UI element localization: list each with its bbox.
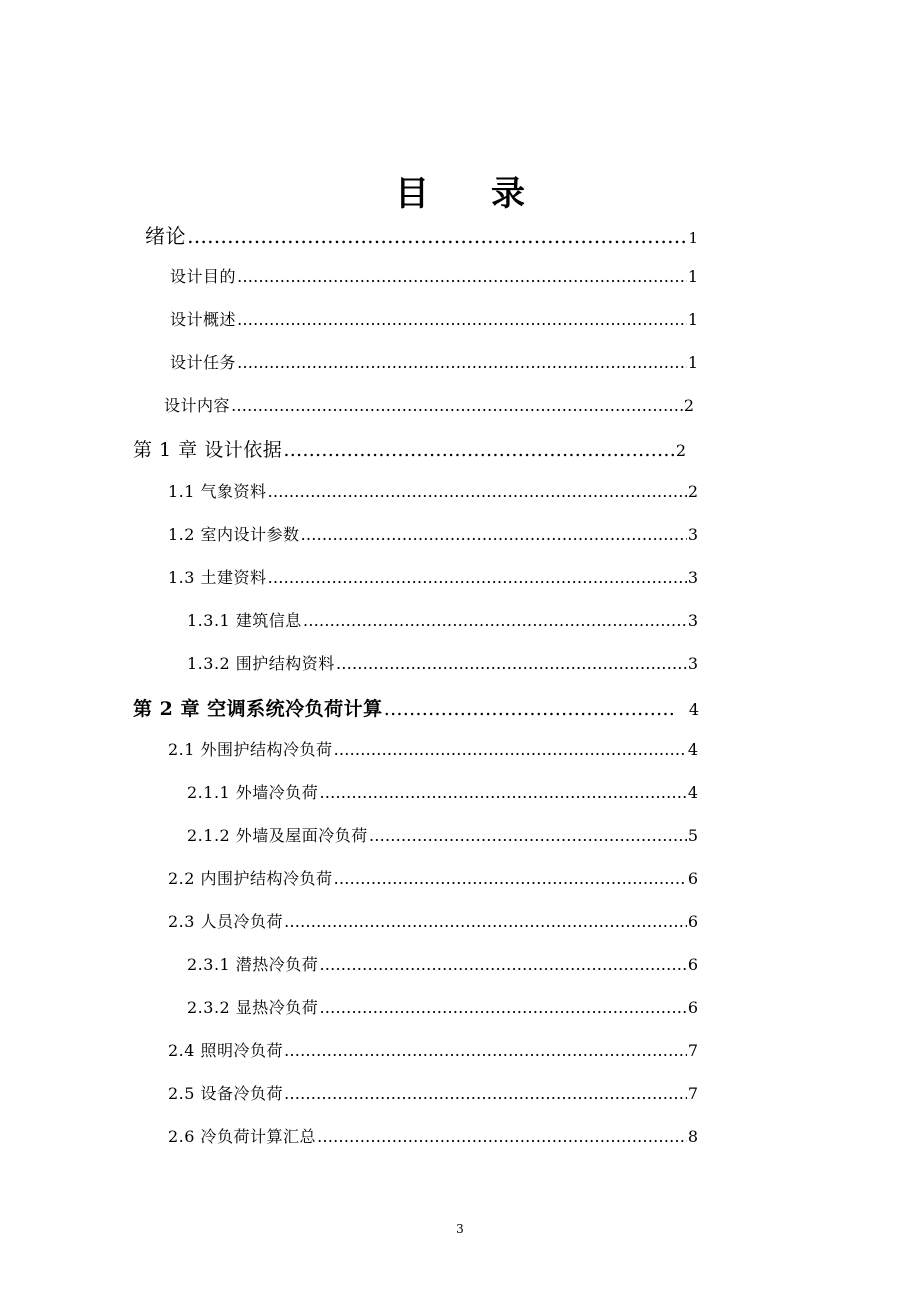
- toc-entry-page: 3: [687, 568, 698, 587]
- toc-entry[interactable]: [187, 952, 698, 982]
- toc-leader-dots: [284, 912, 687, 931]
- toc-entry-label: 设计任务: [170, 353, 237, 372]
- toc-entry[interactable]: [187, 995, 698, 1025]
- toc-entry-page: 2: [675, 441, 686, 460]
- toc-entry[interactable]: [168, 479, 698, 509]
- toc-entry-label: 2.1 外围护结构冷负荷: [168, 740, 333, 759]
- toc-entry-page: 2: [687, 482, 698, 501]
- toc-entry[interactable]: [170, 264, 698, 294]
- toc-entry-label: 绪论: [145, 224, 186, 248]
- toc-leader-dots: [319, 955, 687, 974]
- toc-entry[interactable]: [187, 608, 698, 638]
- toc-leader-dots: [237, 310, 687, 329]
- title-char-1: 目: [395, 174, 429, 214]
- toc-entry-page: 6: [687, 998, 698, 1017]
- toc-entry[interactable]: [168, 909, 698, 939]
- toc-leader-dots: [237, 353, 687, 372]
- toc-leader-dots: [268, 568, 687, 587]
- toc-entry-label: 2.3 人员冷负荷: [168, 912, 284, 931]
- toc-entry-chapter[interactable]: [133, 694, 699, 724]
- toc-entry[interactable]: [168, 565, 698, 595]
- toc-entry-page: 8: [687, 1127, 698, 1146]
- toc-entry-page: 4: [688, 700, 699, 719]
- toc-entry[interactable]: [187, 823, 698, 853]
- toc-entry-page: 5: [687, 826, 698, 845]
- toc-entry-page: 3: [687, 525, 698, 544]
- toc-entry[interactable]: [164, 393, 694, 423]
- toc-leader-dots: [231, 396, 683, 415]
- toc-entry-page: 7: [687, 1084, 698, 1103]
- toc-entry-label: 1.1 气象资料: [168, 482, 267, 501]
- toc-entry-page: 1: [687, 310, 698, 329]
- toc-entry-page: 4: [687, 740, 698, 759]
- toc-entry-label: 2.1.2 外墙及屋面冷负荷: [187, 826, 368, 845]
- toc-entry[interactable]: [170, 350, 698, 380]
- toc-entry[interactable]: [168, 737, 698, 767]
- toc-entry-label: 1.3.2 围护结构资料: [187, 654, 335, 673]
- toc-entry-label: 第 2 章 空调系统冷负荷计算: [133, 698, 383, 720]
- toc-entry-page: 3: [687, 611, 698, 630]
- toc-entry-page: 7: [687, 1041, 698, 1060]
- toc-entry-page: 4: [687, 783, 698, 802]
- toc-leader-dots: [268, 482, 687, 501]
- toc-entry[interactable]: [168, 1124, 698, 1154]
- toc-entry-page: 1: [688, 229, 698, 247]
- toc-leader-dots: [319, 783, 687, 802]
- toc-entry-chapter[interactable]: [133, 435, 686, 465]
- title-char-2: 录: [491, 174, 525, 214]
- toc-entry-page: 1: [687, 353, 698, 372]
- toc-entry-page: 3: [687, 654, 698, 673]
- toc-entry-label: 设计内容: [164, 396, 231, 415]
- toc-entry-label: 设计概述: [170, 310, 237, 329]
- toc-entry-label: 2.6 冷负荷计算汇总: [168, 1127, 317, 1146]
- toc-entry-label: 2.3.1 潜热冷负荷: [187, 955, 319, 974]
- toc-leader-dots: [317, 1127, 687, 1146]
- toc-entry-label: 1.2 室内设计参数: [168, 525, 300, 544]
- page-number: 3: [456, 1222, 464, 1236]
- toc-leader-dots: [384, 698, 677, 720]
- toc-leader-dots: [336, 654, 687, 673]
- toc-leader-dots: [301, 525, 687, 544]
- toc-entry-label: 2.4 照明冷负荷: [168, 1041, 284, 1060]
- toc-leader-dots: [237, 267, 687, 286]
- toc-entry[interactable]: [168, 1038, 698, 1068]
- toc-entry-label: 第 1 章 设计依据: [133, 439, 283, 461]
- toc-leader-dots: [284, 1041, 687, 1060]
- toc-entry[interactable]: [168, 1081, 698, 1111]
- toc-entry[interactable]: [170, 307, 698, 337]
- toc-entry-label: 2.5 设备冷负荷: [168, 1084, 284, 1103]
- toc-leader-dots: [303, 611, 687, 630]
- toc-entry[interactable]: [145, 220, 698, 250]
- toc-entry-page: 1: [687, 267, 698, 286]
- toc-leader-dots: [187, 224, 687, 248]
- toc-entry[interactable]: [168, 866, 698, 896]
- toc-leader-dots: [319, 998, 687, 1017]
- toc-entry-page: 6: [687, 912, 698, 931]
- toc-entry-label: 2.1.1 外墙冷负荷: [187, 783, 319, 802]
- toc-entry[interactable]: [187, 780, 698, 810]
- toc-entry[interactable]: [168, 522, 698, 552]
- toc-entry-label: 1.3 土建资料: [168, 568, 267, 587]
- toc-entry-label: 2.2 内围护结构冷负荷: [168, 869, 333, 888]
- toc-leader-dots: [369, 826, 687, 845]
- toc-entry-page: 2: [683, 396, 694, 415]
- toc-entry-label: 1.3.1 建筑信息: [187, 611, 302, 630]
- toc-entry[interactable]: [187, 651, 698, 681]
- toc-entry-label: 2.3.2 显热冷负荷: [187, 998, 319, 1017]
- toc-leader-dots: [284, 1084, 687, 1103]
- toc-leader-dots: [334, 869, 687, 888]
- toc-leader-dots: [283, 439, 675, 461]
- toc-leader-dots: [334, 740, 687, 759]
- toc-entry-page: 6: [687, 955, 698, 974]
- toc-entry-page: 6: [687, 869, 698, 888]
- toc-entry-label: 设计目的: [170, 267, 237, 286]
